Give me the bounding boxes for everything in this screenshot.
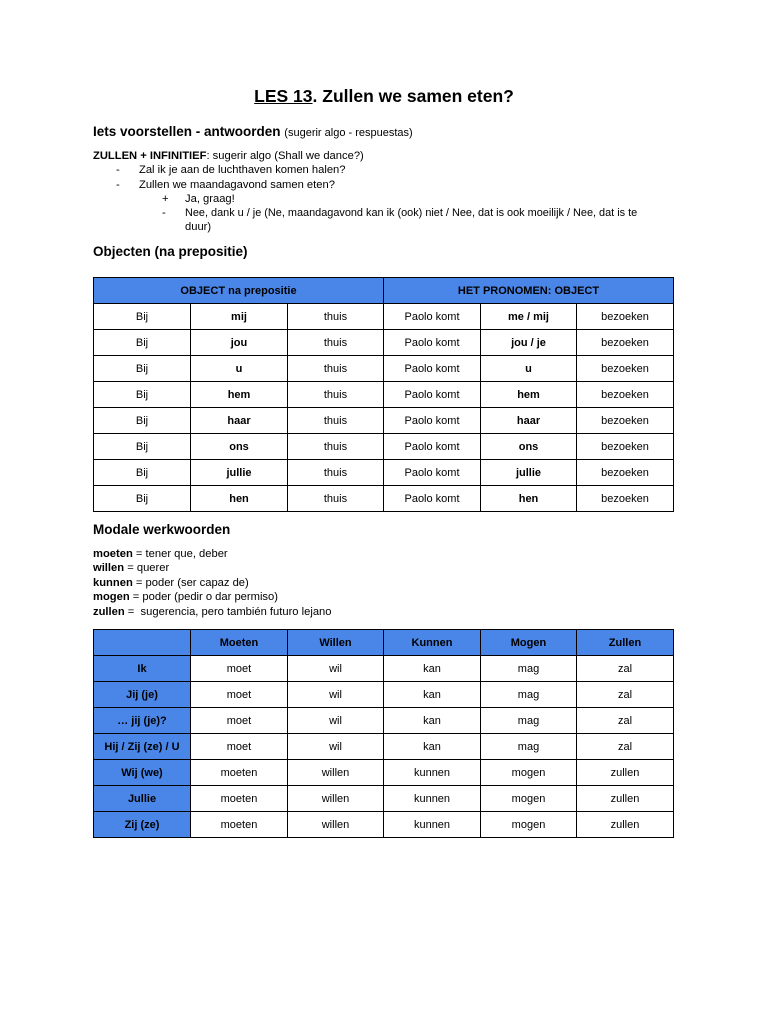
table-cell: thuis — [288, 434, 384, 460]
table-row — [94, 812, 674, 838]
table-cell: wil — [288, 708, 384, 734]
definition-text: = tener que, deber — [132, 548, 228, 560]
table-cell: Bij — [94, 304, 191, 330]
table-cell: u — [481, 356, 577, 382]
section-heading-modale: Modale werkwoorden — [93, 522, 231, 537]
table-cell: hen — [481, 486, 577, 512]
definition-item — [93, 561, 169, 575]
lesson-title: . Zullen we samen eten? — [312, 86, 514, 106]
table-cell: thuis — [288, 408, 384, 434]
table-row — [94, 786, 674, 812]
table-cell: Bij — [94, 486, 191, 512]
answer-item: Ja, graag! — [185, 193, 235, 205]
table-cell: kan — [384, 708, 481, 734]
table-cell: bezoeken — [577, 304, 674, 330]
table-header-row — [94, 278, 674, 304]
table-cell: willen — [288, 812, 384, 838]
object-table — [93, 277, 674, 512]
table-cell: kan — [384, 682, 481, 708]
table-cell: zal — [577, 708, 674, 734]
table-cell: bezoeken — [577, 382, 674, 408]
table-row — [94, 460, 674, 486]
table-cell: zullen — [577, 786, 674, 812]
table-cell: moeten — [191, 786, 288, 812]
table-cell: hem — [191, 382, 288, 408]
table-cell: moet — [191, 708, 288, 734]
table-row — [94, 434, 674, 460]
table-cell: kunnen — [384, 786, 481, 812]
answer-marker: + — [162, 193, 169, 205]
lesson-number: LES 13 — [254, 86, 313, 106]
table-cell: mag — [481, 682, 577, 708]
table-cell: moet — [191, 734, 288, 760]
table-cell: moeten — [191, 760, 288, 786]
table-row — [94, 656, 674, 682]
table-header — [94, 630, 191, 656]
modal-verbs-table — [93, 629, 674, 838]
table-cell: Bij — [94, 330, 191, 356]
table-header-row — [94, 630, 674, 656]
table-cell: kan — [384, 734, 481, 760]
table-cell: willen — [288, 786, 384, 812]
table-cell: u — [191, 356, 288, 382]
row-header: Wij (we) — [94, 760, 191, 786]
answer-item-continuation: duur) — [185, 221, 212, 233]
table-row — [94, 382, 674, 408]
table-cell: Paolo komt — [384, 382, 481, 408]
table-header: Mogen — [481, 630, 577, 656]
definition-term: zullen — [93, 605, 125, 618]
definition-text: = sugerencia, pero también futuro lejano — [124, 605, 332, 618]
row-header: Hij / Zij (ze) / U — [94, 734, 191, 760]
table-cell: zal — [577, 656, 674, 682]
table-row — [94, 760, 674, 786]
table-cell: wil — [288, 656, 384, 682]
table-row — [94, 486, 674, 512]
table-cell: zullen — [577, 812, 674, 838]
table-row — [94, 330, 674, 356]
table-cell: ons — [481, 434, 577, 460]
row-header: Jullie — [94, 786, 191, 812]
list-marker: - — [116, 179, 120, 191]
definition-item — [93, 576, 249, 590]
definition-term: moeten — [93, 548, 133, 560]
table-cell: zal — [577, 682, 674, 708]
table-cell: mogen — [481, 786, 577, 812]
table-cell: Bij — [94, 408, 191, 434]
definition-item — [93, 605, 332, 619]
table-cell: mij — [191, 304, 288, 330]
table-cell: jullie — [481, 460, 577, 486]
table-cell: Paolo komt — [384, 460, 481, 486]
table-cell: Paolo komt — [384, 304, 481, 330]
row-header: Zij (ze) — [94, 812, 191, 838]
table-cell: Paolo komt — [384, 408, 481, 434]
answer-marker: - — [162, 207, 166, 219]
table-header: Kunnen — [384, 630, 481, 656]
table-cell: ons — [191, 434, 288, 460]
table-cell: hen — [191, 486, 288, 512]
table-cell: mogen — [481, 760, 577, 786]
table-cell: Bij — [94, 356, 191, 382]
table-cell: thuis — [288, 356, 384, 382]
table-cell: thuis — [288, 304, 384, 330]
table-cell: mag — [481, 708, 577, 734]
table-header: Zullen — [577, 630, 674, 656]
table-cell: bezoeken — [577, 408, 674, 434]
table-cell: thuis — [288, 486, 384, 512]
table-header: Moeten — [191, 630, 288, 656]
definition-term: kunnen — [93, 576, 133, 589]
table-cell: moeten — [191, 812, 288, 838]
table-row — [94, 408, 674, 434]
table-cell: me / mij — [481, 304, 577, 330]
table-cell: kan — [384, 656, 481, 682]
definition-item — [93, 590, 278, 604]
table-cell: mogen — [481, 812, 577, 838]
table-cell: jou / je — [481, 330, 577, 356]
definition-text: = poder (pedir o dar permiso) — [129, 591, 278, 604]
table-cell: willen — [288, 760, 384, 786]
table-cell: Bij — [94, 382, 191, 408]
table-cell: kunnen — [384, 760, 481, 786]
row-header: Jij (je) — [94, 682, 191, 708]
table-row — [94, 356, 674, 382]
table-cell: thuis — [288, 330, 384, 356]
table-cell: mag — [481, 656, 577, 682]
table-cell: mag — [481, 734, 577, 760]
table-cell: bezoeken — [577, 460, 674, 486]
answer-item: Nee, dank u / je (Ne, maandagavond kan ik (ook) niet / Nee, dat is ook moeilijk / Nee, dat is te — [185, 207, 638, 219]
table-cell: Paolo komt — [384, 434, 481, 460]
definition-item — [93, 547, 228, 561]
table-cell: moet — [191, 682, 288, 708]
modal-table-body — [94, 630, 674, 838]
row-header: Ik — [94, 656, 191, 682]
object-table-body — [94, 304, 674, 512]
table-cell: Paolo komt — [384, 356, 481, 382]
table-cell: wil — [288, 734, 384, 760]
table-cell: bezoeken — [577, 486, 674, 512]
table-cell: thuis — [288, 382, 384, 408]
section-heading-voorstellen: Iets voorstellen - antwoorden (sugerir algo - respuestas) — [93, 124, 413, 139]
row-header: … jij (je)? — [94, 708, 191, 734]
table-cell: zal — [577, 734, 674, 760]
section-heading-objecten: Objecten (na prepositie) — [93, 244, 248, 259]
table-cell: thuis — [288, 460, 384, 486]
table-row — [94, 682, 674, 708]
table-header: HET PRONOMEN: OBJECT — [384, 278, 674, 304]
list-item: Zal ik je aan de luchthaven komen halen? — [139, 164, 346, 176]
definition-term: willen — [93, 562, 125, 575]
table-cell: bezoeken — [577, 330, 674, 356]
definition-text: = querer — [124, 562, 170, 575]
table-cell: kunnen — [384, 812, 481, 838]
table-row — [94, 734, 674, 760]
table-cell: zullen — [577, 760, 674, 786]
intro-line: ZULLEN + INFINITIEF: sugerir algo (Shall we dance?) — [93, 150, 364, 162]
table-cell: moet — [191, 656, 288, 682]
table-cell: bezoeken — [577, 356, 674, 382]
table-cell: jullie — [191, 460, 288, 486]
table-cell: haar — [191, 408, 288, 434]
table-cell: hem — [481, 382, 577, 408]
table-cell: jou — [191, 330, 288, 356]
table-cell: haar — [481, 408, 577, 434]
table-cell: bezoeken — [577, 434, 674, 460]
table-header: Willen — [288, 630, 384, 656]
definition-text: = poder (ser capaz de) — [132, 576, 249, 589]
table-header: OBJECT na prepositie — [94, 278, 384, 304]
table-cell: Paolo komt — [384, 330, 481, 356]
table-cell: Paolo komt — [384, 486, 481, 512]
table-cell: Bij — [94, 460, 191, 486]
table-cell: wil — [288, 682, 384, 708]
list-item: Zullen we maandagavond samen eten? — [139, 179, 335, 191]
definition-term: mogen — [93, 591, 130, 604]
list-marker: - — [116, 164, 120, 176]
table-row — [94, 304, 674, 330]
table-cell: Bij — [94, 434, 191, 460]
table-row — [94, 708, 674, 734]
page-title — [0, 86, 768, 107]
